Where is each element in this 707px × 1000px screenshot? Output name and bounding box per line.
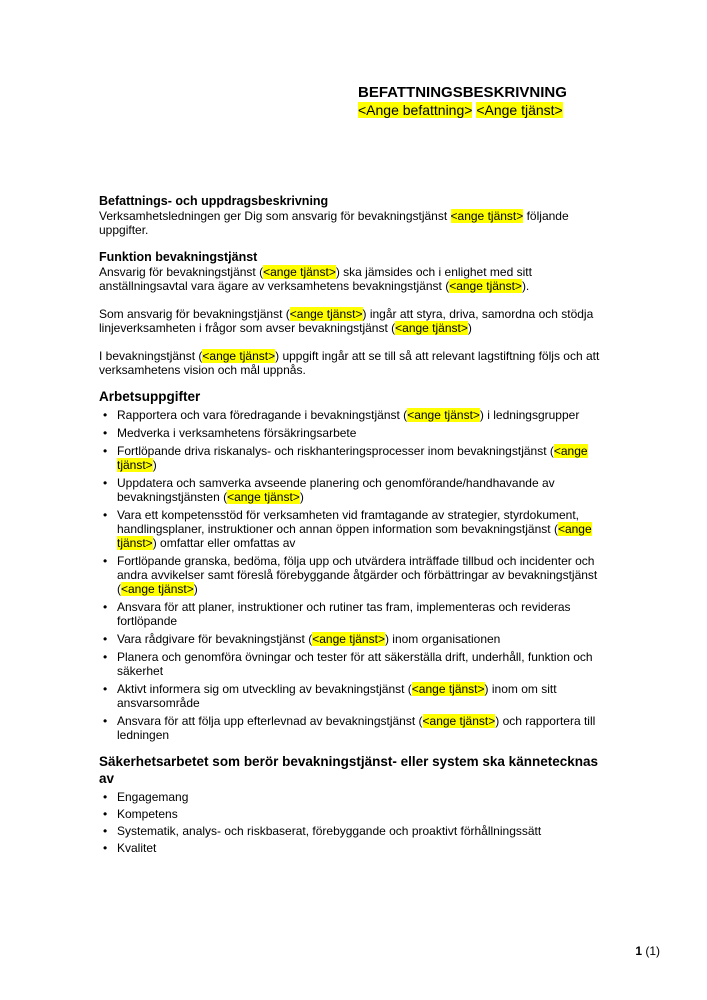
document-body	[99, 194, 613, 858]
principle-item-engagemang: • Engagemang	[99, 790, 613, 804]
task-item-radgivare: • Vara rådgivare för bevakningstjänst (<ange tjänst>) inom organisationen	[99, 632, 613, 646]
task-item-riskanalys: • Fortlöpande driva riskanalys- och riskhanteringsprocesser inom bevakningstjänst (<ange tjänst>)	[99, 444, 613, 472]
page-number-current: 1	[635, 944, 642, 958]
section-heading-arbetsuppgifter: Arbetsuppgifter	[99, 389, 201, 404]
task-item-uppdatera: • Uppdatera och samverka avseende planering och genomförande/handhavande av bevakningstjänsten (<ange tjänst>)	[99, 476, 613, 504]
task-list	[99, 408, 613, 742]
principle-item-kompetens: • Kompetens	[99, 807, 613, 821]
principle-item-systematik: • Systematik, analys- och riskbaserat, förebyggande och proaktivt förhållningssätt	[99, 824, 613, 838]
page-number-total: (1)	[642, 944, 660, 958]
task-item-rapportera: • Rapportera och vara föredragande i bevakningstjänst (<ange tjänst>) i ledningsgrupper	[99, 408, 613, 422]
paragraph-intro: Verksamhetsledningen ger Dig som ansvarig för bevakningstjänst <ange tjänst> följande uppgifter.	[99, 209, 569, 237]
document-header	[358, 84, 567, 119]
paragraph-funktion-3: I bevakningstjänst (<ange tjänst>) uppgift ingår att se till så att relevant lagstiftning följs och att verksamhetens vision och mål uppnås.	[99, 349, 600, 377]
principle-item-kvalitet: • Kvalitet	[99, 841, 613, 855]
task-item-kompetensstod: • Vara ett kompetensstöd för verksamheten vid framtagande av strategier, styrdokument, handlingsplaner, instruktioner och annan öppen information som bevakningstjänst (<ange tjänst>) omfattar eller omfattas av	[99, 508, 613, 550]
task-item-medverka: • Medverka i verksamhetens försäkringsarbete	[99, 426, 613, 440]
task-item-planer: • Ansvara för att planer, instruktioner och rutiner tas fram, implementeras och revideras fortlöpande	[99, 600, 613, 628]
task-item-informera: • Aktivt informera sig om utveckling av bevakningstjänst (<ange tjänst>) inom om sitt ansvarsområde	[99, 682, 613, 710]
paragraph-funktion-2: Som ansvarig för bevakningstjänst (<ange tjänst>) ingår att styra, driva, samordna och stödja linjeverksamheten i frågor som avser bevakningstjänst (<ange tjänst>)	[99, 307, 594, 335]
section-heading-sakerhetsarbetet: Säkerhetsarbetet som berör bevakningstjänst- eller system ska kännetecknas av	[99, 754, 598, 786]
document-title: BEFATTNINGSBESKRIVNING	[358, 84, 567, 101]
document-subtitle-placeholders: <Ange befattning> <Ange tjänst>	[358, 102, 563, 118]
section-heading-funktion: Funktion bevakningstjänst	[99, 250, 258, 264]
page-footer	[635, 944, 660, 958]
principles-list	[99, 790, 613, 855]
task-item-efterlevnad: • Ansvara för att följa upp efterlevnad av bevakningstjänst (<ange tjänst>) och rapportera till ledningen	[99, 714, 613, 742]
paragraph-funktion-1: Ansvarig för bevakningstjänst (<ange tjänst>) ska jämsides och i enlighet med sitt anställningsavtal vara ägare av verksamhetens bevakningstjänst (<ange tjänst>).	[99, 265, 532, 293]
task-item-granska: • Fortlöpande granska, bedöma, följa upp och utvärdera inträffade tillbud och incidenter och andra avvikelser samt föreslå förebyggande åtgärder och förbättringar av bevakningstjänst (<ange tjänst>)	[99, 554, 613, 596]
task-item-ovningar: • Planera och genomföra övningar och tester för att säkerställa drift, underhåll, funktion och säkerhet	[99, 650, 613, 678]
section-heading-befattningsbeskrivning: Befattnings- och uppdragsbeskrivning	[99, 194, 329, 208]
